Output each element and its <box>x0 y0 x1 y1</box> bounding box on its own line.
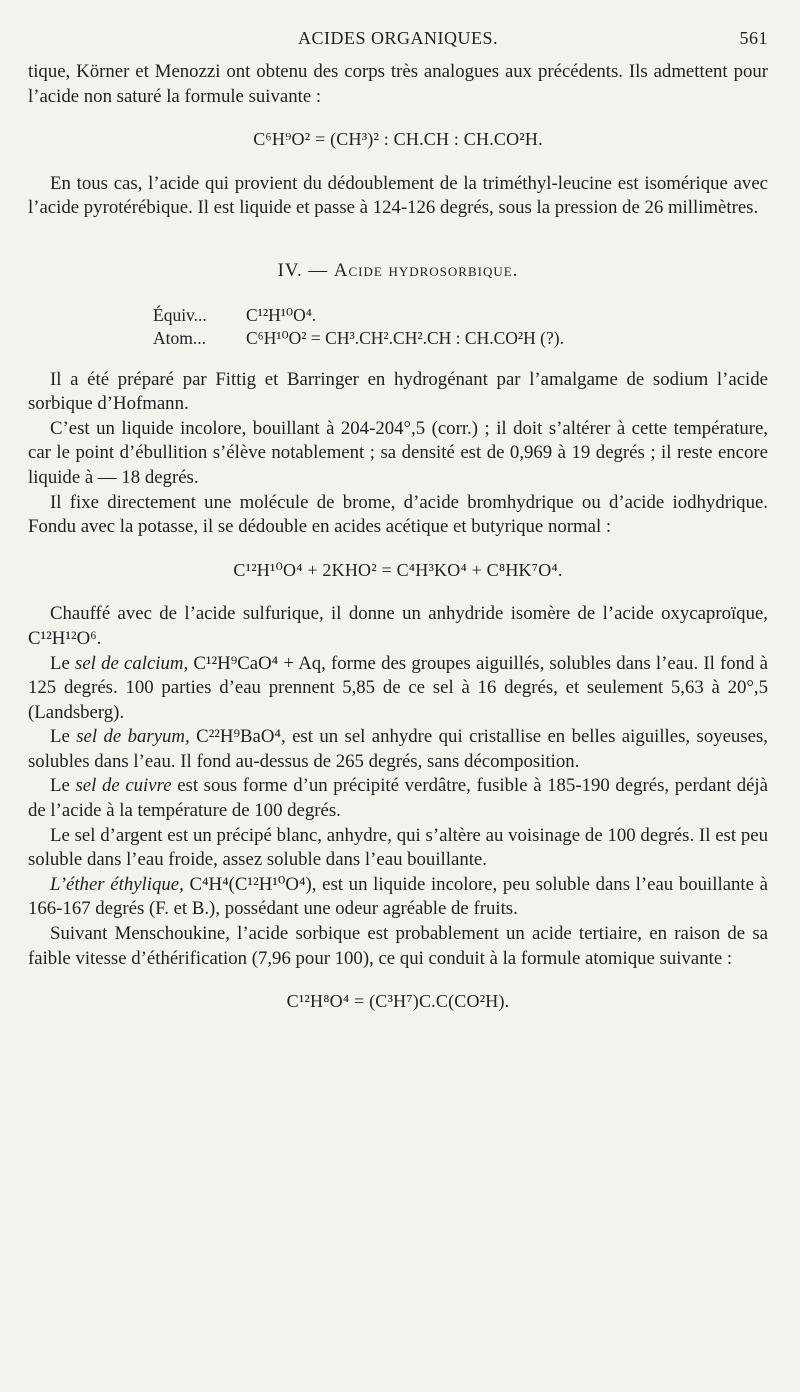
section-title: Acide hydrosorbique. <box>333 259 519 281</box>
paragraph-sulfuric: Chauffé avec de l’acide sulfurique, il donne un anhydride isomère de l’acide oxycaproïque, C¹²H¹²O⁶. <box>28 603 768 649</box>
paragraph-isomer: En tous cas, l’acide qui provient du dédoublement de la triméthyl-leucine est isomérique avec l’acide pyrotérébique. Il est liquide et passe à 124-126 degrés, sous la pression de 26 millimètres. <box>28 172 768 219</box>
ether-text: C⁴H⁴(C¹²H¹⁰O⁴), est un liquide incolore, peu soluble dans l’eau bouillante à 166-167 degrés (F. et B.), possédant une odeur agréable de fruits. <box>28 873 768 920</box>
section-number: IV. — <box>277 259 329 281</box>
running-title: ACIDES ORGANIQUES. <box>297 28 498 48</box>
barium-text: C²²H⁹BaO⁴, est un sel anhydre qui cristallise en belles aiguilles, soyeuses, solubles dans l’eau. Il fond au-dessus de 265 degrés, sans décomposition. <box>28 726 768 772</box>
calcium-term: sel de calcium, <box>75 652 189 674</box>
copper-text: est sous forme d’un précipité verdâtre, fusible à 185-190 degrés, perdant déjà de l’acide à la température de 100 degrés. <box>28 775 768 822</box>
paragraph-continuation: tique, Körner et Menozzi ont obtenu des corps très analogues aux précédents. Ils admettent pour l’acide non saturé la formule suivante : <box>28 61 768 107</box>
paragraph-calcium-salt <box>28 652 768 726</box>
running-header <box>28 28 768 52</box>
ether-term: L’éther éthylique, <box>50 873 184 895</box>
page-number: 561 <box>739 28 768 48</box>
page-body <box>28 60 768 1034</box>
atom-value: C⁶H¹⁰O² = CH³.CH².CH².CH : CH.CO²H (?). <box>246 327 564 348</box>
equiv-label: Équiv... <box>153 304 207 325</box>
paragraph-copper-salt <box>28 774 768 823</box>
barium-lead: Le <box>50 726 70 748</box>
paragraph-reactions: Il fixe directement une molécule de brome, d’acide bromhydrique ou d’acide iodhydrique. Fondu avec la potasse, il se dédouble en acides acétique et butyrique normal : <box>28 491 768 538</box>
paragraph-ethyl-ether <box>28 873 768 922</box>
formula-block <box>153 304 768 350</box>
barium-term: sel de baryum, <box>76 726 190 748</box>
atom-row <box>153 327 768 350</box>
formula-unsaturated-acid: C⁶H⁹O² = (CH³)² : CH.CH : CH.CO²H. <box>253 129 543 150</box>
equiv-row <box>153 304 768 327</box>
equiv-value: C¹²H¹⁰O⁴. <box>246 304 317 325</box>
paragraph-properties: C’est un liquide incolore, bouillant à 204-204°,5 (corr.) ; il doit s’altérer à cette température, car le point d’ébullition s’élève notablement ; sa densité est de 0,969 à 19 degrés ; il reste encore liquide à — 18 degrés. <box>28 417 768 488</box>
section-heading <box>28 259 768 284</box>
paragraph-preparation: Il a été préparé par Fittig et Barringer en hydrogénant par l’amalgame de sodium l’acide sorbique d’Hofmann. <box>28 368 768 415</box>
calcium-lead: Le <box>50 652 70 674</box>
paragraph-silver-salt: Le sel d’argent est un précipé blanc, anhydre, qui s’altère au voisinage de 100 degrés. Il est peu soluble dans l’eau froide, assez soluble dans l’eau bouillante. <box>28 824 768 871</box>
formula-potash-reaction: C¹²H¹⁰O⁴ + 2KHO² = C⁴H³KO⁴ + C⁸HK⁷O⁴. <box>233 559 563 580</box>
paragraph-barium-salt <box>28 725 768 774</box>
calcium-text: C¹²H⁹CaO⁴ + Aq, forme des groupes aiguillés, solubles dans l’eau. Il fond à 125 degrés. 100 parties d’eau prennent 5,85 de ce sel à 16 degrés, et seulement 5,63 à 20°,5 (Landsberg). <box>28 652 768 723</box>
copper-lead: Le <box>50 775 70 797</box>
formula-atomic: C¹²H⁸O⁴ = (C³H⁷)C.C(CO²H). <box>286 991 510 1012</box>
atom-label: Atom... <box>153 327 206 348</box>
copper-term: sel de cuivre <box>75 775 172 797</box>
paragraph-menschoukine: Suivant Menschoukine, l’acide sorbique est probablement un acide tertiaire, en raison de sa faible vitesse d’éthérification (7,96 pour 100), ce qui conduit à la formule atomique suivante : <box>28 923 768 969</box>
